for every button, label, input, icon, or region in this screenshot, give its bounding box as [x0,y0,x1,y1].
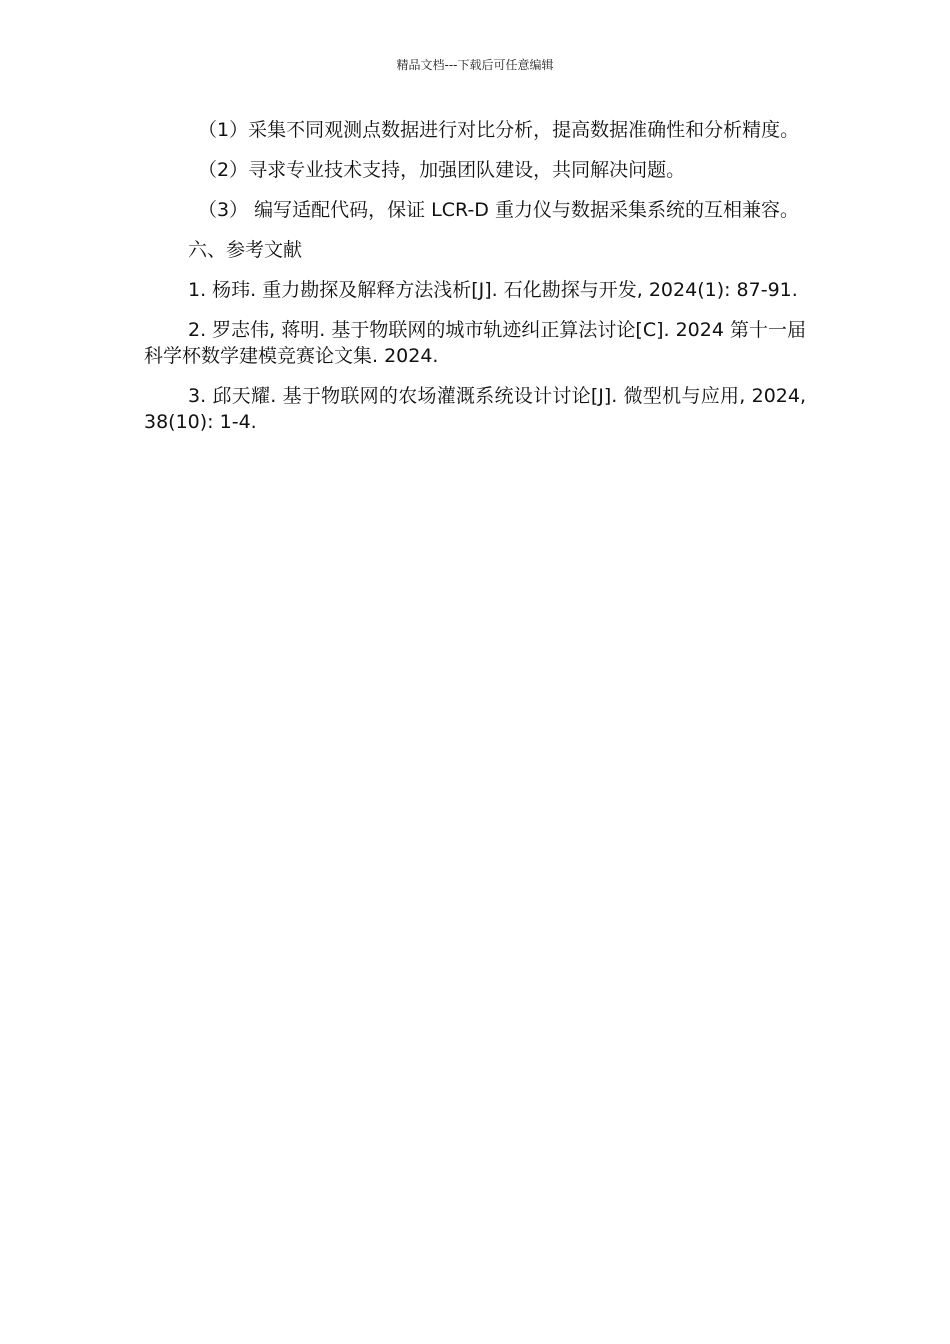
document-body [144,117,806,449]
page-header: 精品文档---下载后可任意编辑 [396,58,554,72]
measure-item-1: （1）采集不同观测点数据进行对比分析，提高数据准确性和分析精度。 [198,119,800,141]
reference-item-3: 3. 邱天耀. 基于物联网的农场灌溉系统设计讨论[J]. 微型机与应用, 2024, 38(10): 1-4. [144,385,806,433]
measure-item-3: （3） 编写适配代码，保证 LCR-D 重力仪与数据采集系统的互相兼容。 [198,199,799,221]
references-heading: 六、参考文献 [188,239,303,261]
reference-item-1: 1. 杨玮. 重力勘探及解释方法浅析[J]. 石化勘探与开发, 2024(1): 87-91. [188,279,798,301]
measure-item-2: （2）寻求专业技术支持，加强团队建设，共同解决问题。 [198,159,686,181]
reference-item-2: 2. 罗志伟, 蒋明. 基于物联网的城市轨迹纠正算法讨论[C]. 2024 第十一届科学杯数学建模竞赛论文集. 2024. [144,319,806,367]
